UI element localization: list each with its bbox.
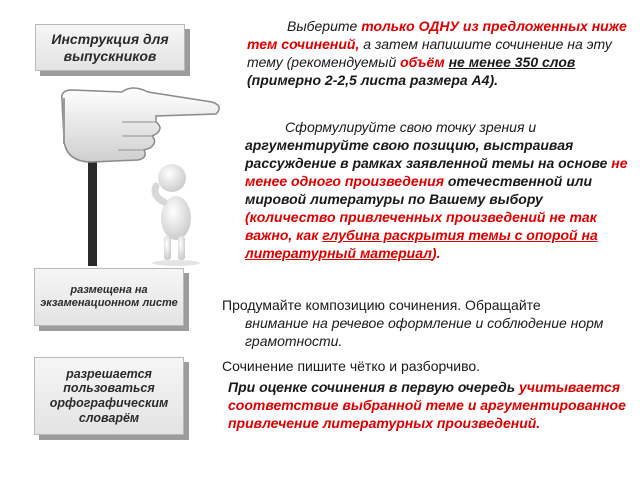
p1-text-a: Выберите bbox=[287, 18, 362, 34]
p2-text-d: отечественной или мировой литературы по Вашему выбору bbox=[245, 173, 593, 207]
instruction-title-box bbox=[35, 24, 185, 71]
p2-depth: глубина раскрытия темы с опорой на литературный материал bbox=[245, 227, 598, 261]
p3-text-a: Продумайте композицию сочинения. Обращайте bbox=[222, 297, 541, 313]
p2-text-g: ). bbox=[431, 245, 441, 261]
p1-text-c: а затем напишите сочинение на эту тему (рекомендуемый bbox=[247, 36, 612, 70]
p5-text-a: При оценке сочинения в первую очередь bbox=[228, 379, 519, 395]
instruction-evaluation bbox=[228, 378, 628, 432]
instruction-title: Инструкция для выпускников bbox=[51, 30, 169, 64]
dictionary-note: разрешается пользоваться орфографическим словарём bbox=[49, 366, 169, 425]
instruction-handwriting bbox=[222, 357, 622, 375]
p1-word-count: не менее 350 слов bbox=[448, 54, 576, 70]
p2-text-b: аргументируйте свою позицию, выстраивая рассуждение в рамках заявленной темы на основе bbox=[245, 137, 612, 171]
placement-note-box bbox=[34, 268, 184, 326]
pointing-hand-signpost-illustration bbox=[52, 78, 242, 268]
thinking-figure-icon bbox=[152, 164, 200, 266]
p3-text-b: внимание на речевое оформление и соблюдение норм грамотности. bbox=[245, 315, 604, 349]
instruction-choose-topic bbox=[247, 17, 632, 89]
p5-text-b: учитывается соответствие выбранной теме и аргументированное привлечение литературных произведений. bbox=[228, 379, 626, 431]
instruction-argue-position bbox=[245, 118, 632, 262]
p2-text-e: (количество привлеченных произведений не так важно, как bbox=[245, 209, 597, 243]
instruction-composition bbox=[222, 296, 622, 350]
p2-min-works: не менее одного произведения bbox=[245, 155, 628, 189]
pointing-hand-icon bbox=[62, 88, 219, 162]
p1-volume: объём bbox=[400, 54, 445, 70]
p1-pages: (примерно 2-2,5 листа размера А4). bbox=[247, 72, 498, 88]
p4-text: Сочинение пишите чётко и разборчиво. bbox=[222, 358, 481, 374]
p2-text-a: Сформулируйте свою точку зрения и bbox=[285, 119, 537, 135]
placement-note: размещена на экзаменационном листе bbox=[40, 284, 178, 309]
dictionary-note-box bbox=[34, 357, 184, 435]
p1-only-one: только ОДНУ из предложенных ниже тем сочинений, bbox=[247, 18, 627, 52]
